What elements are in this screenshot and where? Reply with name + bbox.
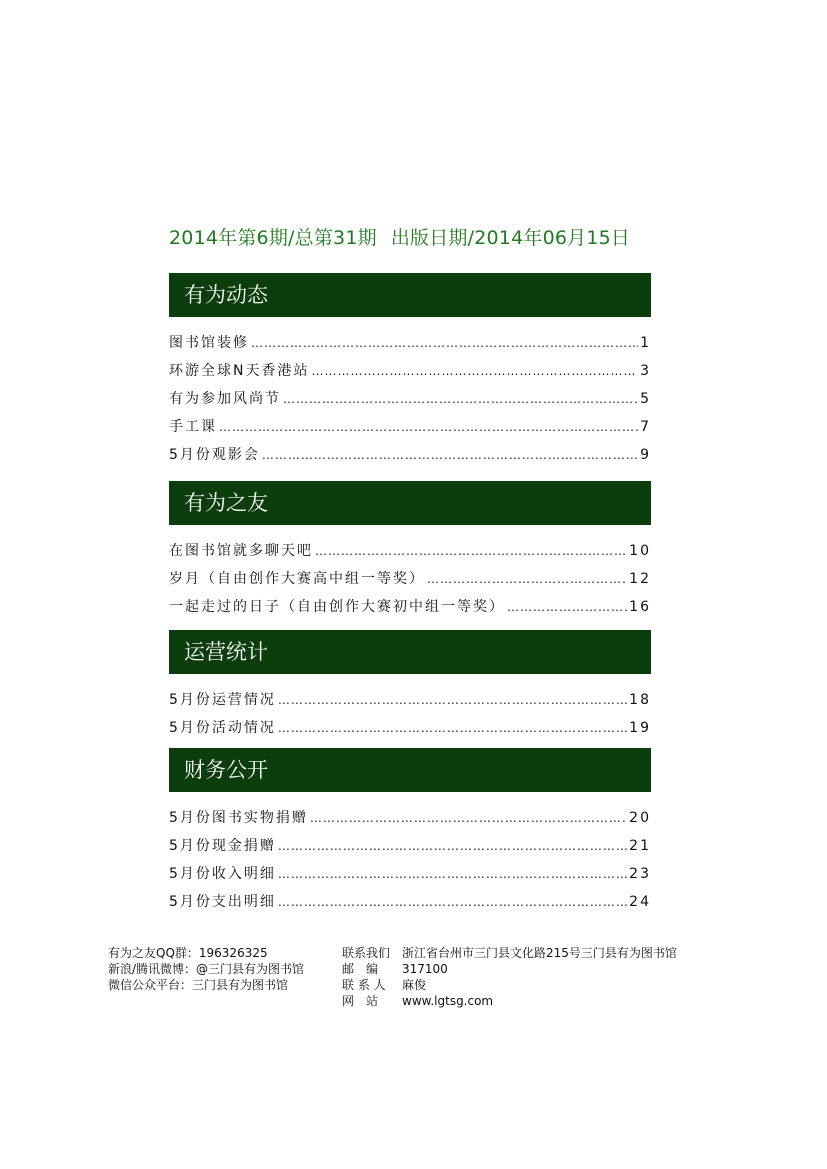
- dot-leader: [278, 686, 627, 714]
- toc-entry-title: 5月份图书实物捐赠: [169, 810, 308, 826]
- toc-entry[interactable]: [169, 413, 651, 441]
- dot-leader: [251, 329, 638, 357]
- toc-entry-page: 9: [640, 447, 651, 463]
- toc-entry[interactable]: [169, 686, 651, 714]
- toc-entry-page: 20: [629, 810, 651, 826]
- toc-entry-page: 5: [640, 391, 651, 407]
- toc-entry-page: 23: [629, 866, 651, 882]
- toc-entry[interactable]: [169, 832, 651, 860]
- toc-entry-title: 在图书馆就多聊天吧: [169, 543, 313, 559]
- toc-entry[interactable]: [169, 714, 651, 742]
- dot-leader: [311, 357, 638, 385]
- toc-entry[interactable]: [169, 565, 651, 593]
- toc-entry[interactable]: [169, 441, 651, 469]
- toc-entry-title: 手工课: [169, 419, 217, 435]
- toc-entry[interactable]: [169, 888, 651, 916]
- dot-leader: [219, 413, 638, 441]
- toc-entry-page: 10: [629, 543, 651, 559]
- website-link[interactable]: www.lgtsg.com: [402, 994, 494, 1008]
- contact-person: [342, 977, 677, 993]
- wechat: 微信公众平台：三门县有为图书馆: [108, 978, 289, 992]
- toc-entry[interactable]: [169, 593, 651, 621]
- dot-leader: [278, 714, 627, 742]
- dot-leader: [507, 593, 627, 621]
- toc-entry-page: 16: [629, 599, 651, 615]
- issue-number: 2014年第6期/总第31期: [169, 227, 377, 249]
- toc-entry-page: 18: [629, 692, 651, 708]
- section-youwei-news: [169, 273, 651, 469]
- issue-info: [169, 223, 689, 250]
- contact-label: 联系我们: [342, 946, 391, 960]
- section-finance-public: [169, 748, 651, 916]
- toc-entry-title: 岁月（自由创作大赛高中组一等奖）: [169, 571, 425, 587]
- section-header: 有为之友: [169, 481, 651, 525]
- toc-entry-page: 3: [640, 363, 651, 379]
- toc-entry-title: 5月份观影会: [169, 447, 260, 463]
- footer-contact: [342, 945, 677, 1009]
- contact-address: [342, 945, 677, 961]
- section-operations-stats: [169, 630, 651, 742]
- toc-entry[interactable]: [169, 357, 651, 385]
- toc-entry[interactable]: [169, 385, 651, 413]
- toc-entry-page: 12: [629, 571, 651, 587]
- weibo: 新浪/腾讯微博：@三门县有为图书馆: [108, 962, 305, 976]
- section-header: 运营统计: [169, 630, 651, 674]
- section-header: 财务公开: [169, 748, 651, 792]
- toc-entry-title: 一起走过的日子（自由创作大赛初中组一等奖）: [169, 599, 505, 615]
- contact-label: 网 站: [342, 994, 379, 1008]
- contact-value: 浙江省台州市三门县文化路215号三门县有为图书馆: [402, 946, 677, 960]
- toc-entry-title: 5月份运营情况: [169, 692, 276, 708]
- toc-entry-page: 24: [629, 894, 651, 910]
- publish-date: 出版日期/2014年06月15日: [390, 227, 631, 249]
- section-youwei-friends: [169, 481, 651, 621]
- toc-entry-title: 5月份现金捐赠: [169, 838, 276, 854]
- toc-entry[interactable]: [169, 537, 651, 565]
- toc-list: [169, 804, 651, 916]
- dot-leader: [278, 888, 627, 916]
- toc-entry-title: 有为参加风尚节: [169, 391, 281, 407]
- toc-entry-page: 7: [640, 419, 651, 435]
- toc-entry-page: 21: [629, 838, 651, 854]
- dot-leader: [310, 804, 627, 832]
- contact-postcode: [342, 961, 677, 977]
- toc-entry-title: 环游全球N天香港站: [169, 363, 310, 379]
- contact-website: [342, 993, 677, 1009]
- toc-entry[interactable]: [169, 329, 651, 357]
- toc-list: [169, 686, 651, 742]
- dot-leader: [278, 860, 627, 888]
- toc-list: [169, 329, 651, 469]
- contact-label: 联 系 人: [342, 978, 386, 992]
- toc-list: [169, 537, 651, 621]
- toc-entry-title: 图书馆装修: [169, 335, 249, 351]
- qq-group: 有为之友QQ群：196326325: [108, 946, 268, 960]
- dot-leader: [278, 832, 627, 860]
- toc-entry-page: 19: [629, 720, 651, 736]
- dot-leader: [315, 537, 627, 565]
- dot-leader: [427, 565, 627, 593]
- footer-social: [108, 945, 304, 993]
- toc-entry-title: 5月份活动情况: [169, 720, 276, 736]
- toc-entry-page: 1: [640, 335, 651, 351]
- toc-entry[interactable]: [169, 804, 651, 832]
- section-header: 有为动态: [169, 273, 651, 317]
- dot-leader: [283, 385, 638, 413]
- contact-value: 麻俊: [402, 978, 427, 992]
- dot-leader: [262, 441, 638, 469]
- toc-entry-title: 5月份支出明细: [169, 894, 276, 910]
- toc-entry-title: 5月份收入明细: [169, 866, 276, 882]
- contact-value: 317100: [402, 962, 448, 976]
- toc-entry[interactable]: [169, 860, 651, 888]
- contact-label: 邮 编: [342, 962, 379, 976]
